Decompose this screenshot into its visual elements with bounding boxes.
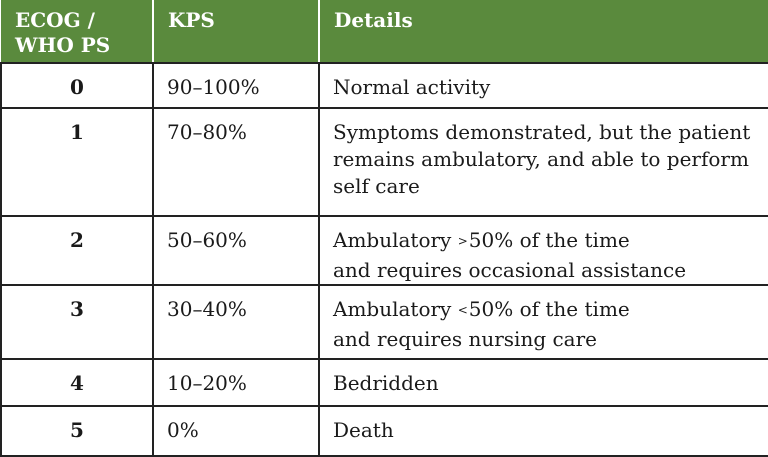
kps-cell: 0% [153,406,319,456]
table-row [1,359,768,406]
kps-cell: 90–100% [153,63,319,108]
details-line: Symptoms demonstrated, but the patient [333,120,751,144]
header-row [1,0,768,63]
kps-cell: 10–20% [153,359,319,406]
table-row [1,216,768,285]
details-line: Normal activity [333,75,491,99]
details-line: and requires occasional assistance [333,258,687,282]
ecog-cell: 0 [1,63,153,108]
details-cell [319,216,768,285]
ecog-cell: 1 [1,108,153,216]
kps-cell: 50–60% [153,216,319,285]
table-row [1,406,768,456]
kps-cell: 70–80% [153,108,319,216]
table-row [1,63,768,108]
kps-cell: 30–40% [153,285,319,359]
details-cell [319,285,768,359]
less-than-symbol: < [457,303,468,317]
header-ecog-line1: ECOG / [15,8,95,32]
details-prefix: Ambulatory [333,228,458,252]
details-line: and requires nursing care [333,327,598,351]
details-line: remains ambulatory, and able to perform [333,147,749,171]
details-cell [319,406,768,456]
table-row [1,108,768,216]
details-line: Bedridden [333,371,439,395]
greater-than-symbol: > [457,234,468,248]
table-row [1,285,768,359]
table-header [1,0,768,63]
details-cell [319,359,768,406]
details-line: self care [333,174,420,198]
details-line: Death [333,418,394,442]
table-body [1,63,768,456]
details-cell [319,108,768,216]
details-rest: 50% of the time [468,228,630,252]
ecog-cell: 2 [1,216,153,285]
details-line [333,227,756,257]
ecog-cell: 4 [1,359,153,406]
header-details: Details [319,0,768,63]
details-rest: 50% of the time [468,297,630,321]
details-line [333,296,756,326]
details-prefix: Ambulatory [333,297,458,321]
ecog-cell: 3 [1,285,153,359]
details-cell [319,63,768,108]
ecog-cell: 5 [1,406,153,456]
header-ecog-line2: WHO PS [15,33,111,57]
header-ecog [1,0,153,63]
header-kps: KPS [153,0,319,63]
